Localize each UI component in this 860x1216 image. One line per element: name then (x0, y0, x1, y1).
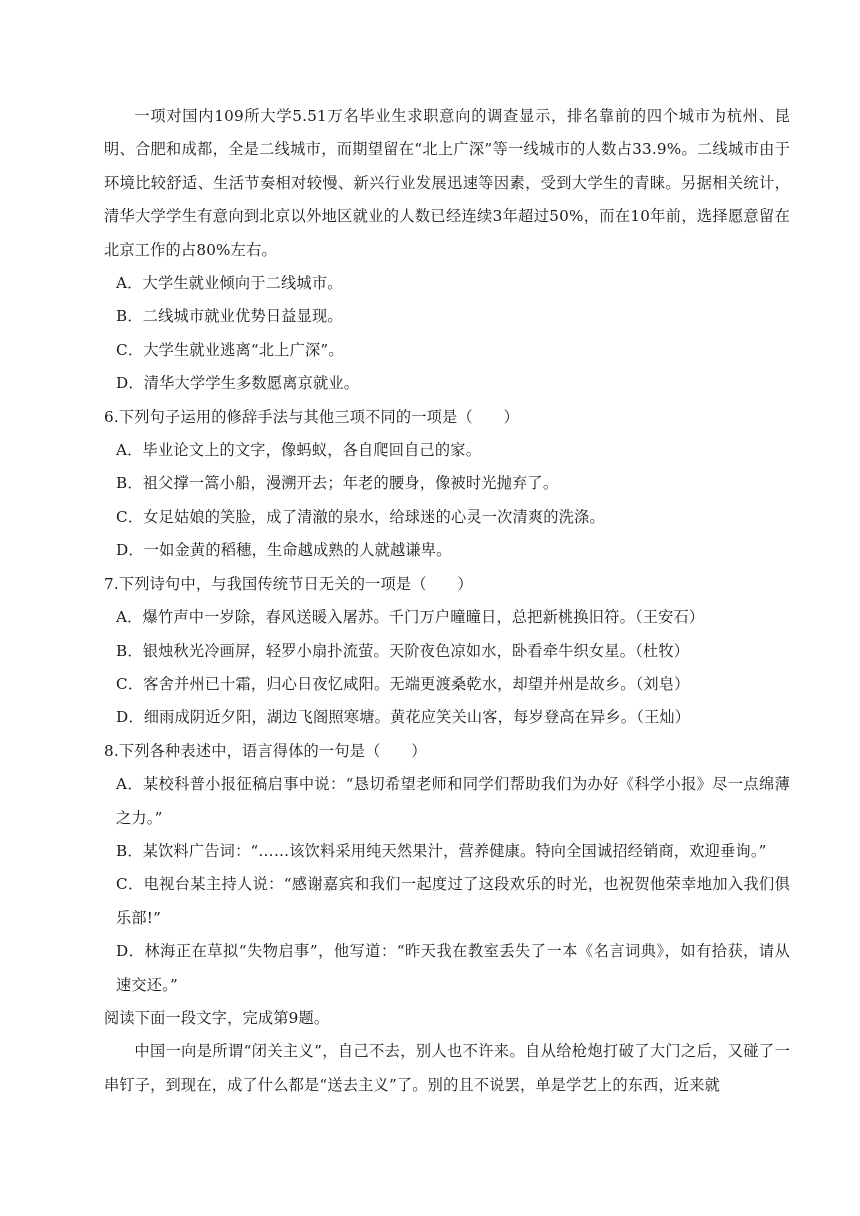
q5-option-d: D．清华大学学生多数愿离京就业。 (116, 374, 360, 393)
q5-option-a: A．大学生就业倾向于二线城市。 (116, 274, 343, 293)
q7-option-c: C．客舍并州已十霜，归心日夜忆咸阳。无端更渡桑乾水，却望并州是故乡。（刘皂） (116, 674, 690, 693)
q6-option-a: A．毕业论文上的文字，像蚂蚁，各自爬回自己的家。 (116, 441, 482, 460)
question-7 (104, 568, 790, 735)
q8-stem: 8.下列各种表述中，语言得体的一句是（ ） (104, 741, 427, 760)
q8-option-a: A．某校科普小报征稿启事中说：“恳切希望老师和同学们帮助我们为办好《科学小报》尽一点绵薄之力。” (116, 775, 790, 827)
q6-option-d: D．一如金黄的稻穗，生命越成熟的人就越谦卑。 (116, 541, 452, 560)
q5-option-b: B．二线城市就业优势日益显现。 (116, 307, 343, 326)
document-page (104, 100, 790, 1102)
q6-option-b: B．祖父撑一篙小船，漫溯开去；年老的腰身，像被时光抛弃了。 (116, 474, 559, 493)
q6-stem: 6.下列句子运用的修辞手法与其他三项不同的一项是（ ） (104, 407, 519, 426)
q7-option-a: A．爆竹声中一岁除，春风送暖入屠苏。千门万户曈曈日，总把新桃换旧符。（王安石） (116, 608, 705, 627)
instruction-q9: 阅读下面一段文字，完成第9题。 (104, 1008, 330, 1027)
q7-option-d: D．细雨成阴近夕阳，湖边飞阁照寒塘。黄花应笑关山客，每岁登高在异乡。（王灿） (116, 708, 691, 727)
passage-employment: 一项对国内109所大学5.51万名毕业生求职意向的调查显示，排名靠前的四个城市为杭州、昆明、合肥和成都，全是二线城市，而期望留在“北上广深”等一线城市的人数占33.9%。二线城市由于环境比较舒适、生活节奏相对较慢、新兴行业发展迅速等因素，受到大学生的青睐。另据相关统计，清华大学学生有意向到北京以外地区就业的人数已经连续3年超过50%，而在10年前，选择愿意留在北京工作的占80%左右。 (104, 107, 790, 259)
q7-option-b: B．银烛秋光冷画屏，轻罗小扇扑流萤。天阶夜色凉如水，卧看牵牛织女星。（杜牧） (116, 641, 690, 660)
q8-option-c: C．电视台某主持人说：“感谢嘉宾和我们一起度过了这段欢乐的时光，也祝贺他荣幸地加入我们俱乐部!” (116, 875, 790, 927)
question-8 (104, 735, 790, 1002)
question-6 (104, 401, 790, 568)
q5-option-c: C．大学生就业逃离“北上广深”。 (116, 340, 344, 359)
q7-stem: 7.下列诗句中，与我国传统节日无关的一项是（ ） (104, 574, 473, 593)
q5-options (104, 267, 790, 401)
q8-option-b: B．某饮料广告词：“……该饮料采用纯天然果汁，营养健康。特向全国诚招经销商，欢迎垂询。” (116, 841, 767, 860)
passage-q9: 中国一向是所谓“闭关主义”，自己不去，别人也不许来。自从给枪炮打破了大门之后，又碰了一串钉子，到现在，成了什么都是“送去主义”了。别的且不说罢，单是学艺上的东西，近来就 (104, 1042, 790, 1094)
q8-option-d: D．林海正在草拟“失物启事”，他写道：“昨天我在教室丢失了一本《名言词典》，如有拾获，请从速交还。” (116, 942, 790, 994)
q6-option-c: C．女足姑娘的笑脸，成了清澈的泉水，给球迷的心灵一次清爽的洗涤。 (116, 507, 605, 526)
